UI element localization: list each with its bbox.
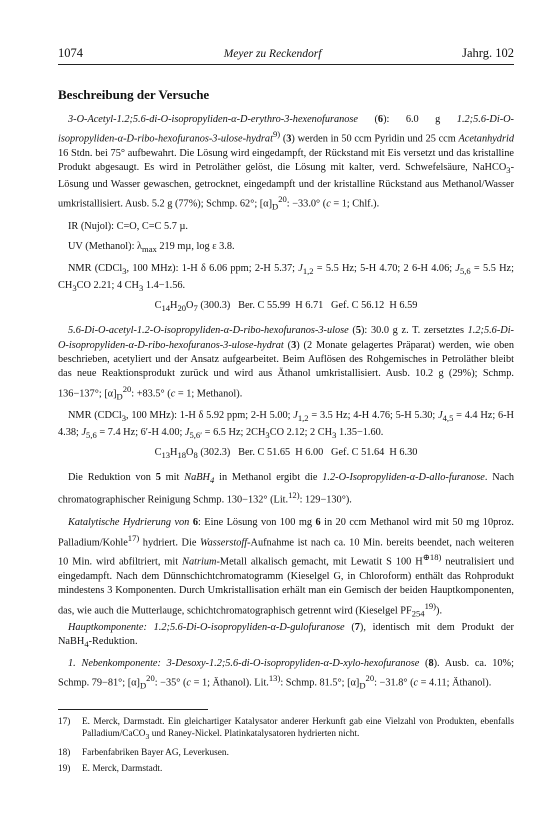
paragraph: NMR (CDCl$_3$, 100 MHz): 1-H δ 5.92 ppm; 2-H 5.00; $J_{1,2} = 3.5$ Hz; 4-H 4.76; 5-H 5.30; $J_{4,5} = 4.4$ Hz; 6-H 4.38; $J_{5,6} = 7.4$ Hz; 6′-H 4.00; $J_{5,6'} = 6.5$ Hz; $2CH_3CO$ 2.12; 2 $CH_3$ 1.35−1.60. (58, 410, 514, 440)
header-rule (58, 64, 514, 65)
section-title: Beschreibung der Versuche (58, 87, 210, 102)
footnote (58, 716, 514, 743)
page-number: 1074 (58, 46, 83, 60)
footnotes (58, 716, 514, 775)
footnote (58, 763, 514, 775)
paragraph: 1. Nebenkomponente: 3-Desoxy-1.2;5.6-di-O-isopropyliden-α-D-xylo-hexofuranose (8). Ausb. ca. 10%; Schmp. 79−81°; $[\alpha]_D^{20}$: −35° (c = 1; Äthanol). Lit.$^{13)}$: Schmp. 81.5°; $[\alpha]_D^{20}$: −31.8° (c = 4.11; Äthanol). (58, 658, 514, 691)
paragraph: 3-O-Acetyl-1.2;5.6-di-O-isopropyliden-α-D-erythro-3-hexenofuranose (6): 6.0 g 1.2;5.6-Di-O-isopropyliden-α-D-ribo-hexofuranos-3-ulose-hydrat$^{9)}$ (3) werden in 50 ccm Pyridin und 25 ccm Acetanhydrid 16 Stdn. bei 75° aufbewahrt. Die Lösung wird eingedampft, der Rückstand mit Eis versetzt und das kristalline Produkt abgesaugt. Es wird in Petroläther gelöst, die Lösung mit kalter, verd. Schwefelsäure, NaHCO$_3$-Lösung und Wasser gewaschen, getrocknet, eingedampft und der kristalline Rückstand aus Methanol/Wasser umkristallisiert. Ausb. 5.2 g (77%); Schmp. 62°; $[\alpha]_D^{20}$: −33.0° (c = 1; Chlf.). (58, 114, 514, 212)
paragraph: 5.6-Di-O-acetyl-1.2-O-isopropyliden-α-D-ribo-hexofuranos-3-ulose (5): 30.0 g z. T. zersetztes 1.2;5.6-Di-O-isopropyliden-α-D-ribo-hexofuranos-3-ulose-hydrat (3) (2 Monate gelagertes Präparat) werden, wie oben beschrieben, acetyliert und der Ansatz aufgearbeitet. Beim Auflösen des Rohgemisches in Petroläther bleibt das neue Reaktionsprodukt zurück und wird aus Äthanol umkristallisiert. Ausb. 10.2 g (29%); Schmp. 136−137°; $[\alpha]_D^{20}$: +83.5° (c = 1; Methanol). (58, 325, 514, 402)
footnote (58, 747, 514, 759)
footnote-number: 19) (58, 764, 71, 775)
volume-label: Jahrg. 102 (462, 46, 514, 60)
paragraph: Die Reduktion von 5 mit NaBH$_4$ in Methanol ergibt die 1.2-O-Isopropyliden-α-D-allo-furanose. Nach chromatographischer Reinigung Schmp. 130−132° (Lit.$^{12)}$: 129−130°). (58, 472, 514, 506)
footnote-number: 17) (58, 717, 71, 728)
paragraph: Hauptkomponente: 1.2;5.6-Di-O-isopropyliden-α-D-gulofuranose (7), identisch mit dem Produkt der NaBH$_4$-Reduktion. (58, 621, 514, 649)
paragraph: IR (Nujol): C=O, C=C 5.7 µ. (68, 220, 188, 232)
footnote-number: 18) (58, 748, 71, 759)
footnote-rule (58, 709, 208, 710)
running-title: Meyer zu Reckendorf (223, 48, 322, 60)
elemental-analysis: $C_{13}H_{18}O_8$ (302.3) Ber. C 51.65 H 6.00 Gef. C 51.64 H 6.30 (154, 447, 418, 461)
paragraph: Katalytische Hydrierung von 6: Eine Lösung von 100 mg 6 in 20 ccm Methanol wird mit 50 mg 10proz. Palladium/Kohle$^{17)}$ hydriert. Die Wasserstoff-Aufnahme ist nach ca. 10 Min. bereits beendet, nach weiteren 10 Min. wird abfiltriert, mit Natrium-Metall alkalisch gemacht, mit Lewatit S 100 $H^{\oplus 18)}$ neutralisiert und eingedampft. Nach dem Dünnschichtchromatogramm (Kieselgel G, in Chloroform) enthält das Rohprodukt mindestens 3 Komponenten. Durch Umkristallisation erhält man ein Gemisch der beiden Hauptkomponenten, das, wie auch die Mutterlauge, schichtchromatographisch getrennt wird (Kieselgel $PF_{254}^{19)}$). (58, 517, 514, 619)
page-header (58, 46, 514, 61)
footnote-text: Farbenfabriken Bayer AG, Leverkusen. (82, 748, 229, 759)
footnote-text: E. Merck, Darmstadt. (82, 764, 163, 775)
elemental-analysis: $C_{14}H_{20}O_7$ (300.3) Ber. C 55.99 H 6.71 Gef. C 56.12 H 6.59 (154, 300, 418, 314)
paragraph: NMR (CDCl$_3$, 100 MHz): 1-H δ 6.06 ppm; 2-H 5.37; $J_{1,2} = 5.5$ Hz; 5-H 4.70; 2 6-H 4.06; $J_{5,6} = 5.5$ Hz; $CH_3CO$ 2.21; 4 $CH_3$ 1.4−1.56. (58, 263, 514, 293)
footnote-text: E. Merck, Darmstadt. Ein gleichartiger Katalysator anderer Herkunft gab eine Vielzahl von Produkten, ebenfalls Palladium/CaCO$_3$ und Raney-Nickel. Platinkatalysatoren hydrierten nicht. (82, 717, 514, 742)
paragraph: UV (Methanol): $\lambda_{max}$ 219 mµ, log ε 3.8. (68, 241, 235, 255)
